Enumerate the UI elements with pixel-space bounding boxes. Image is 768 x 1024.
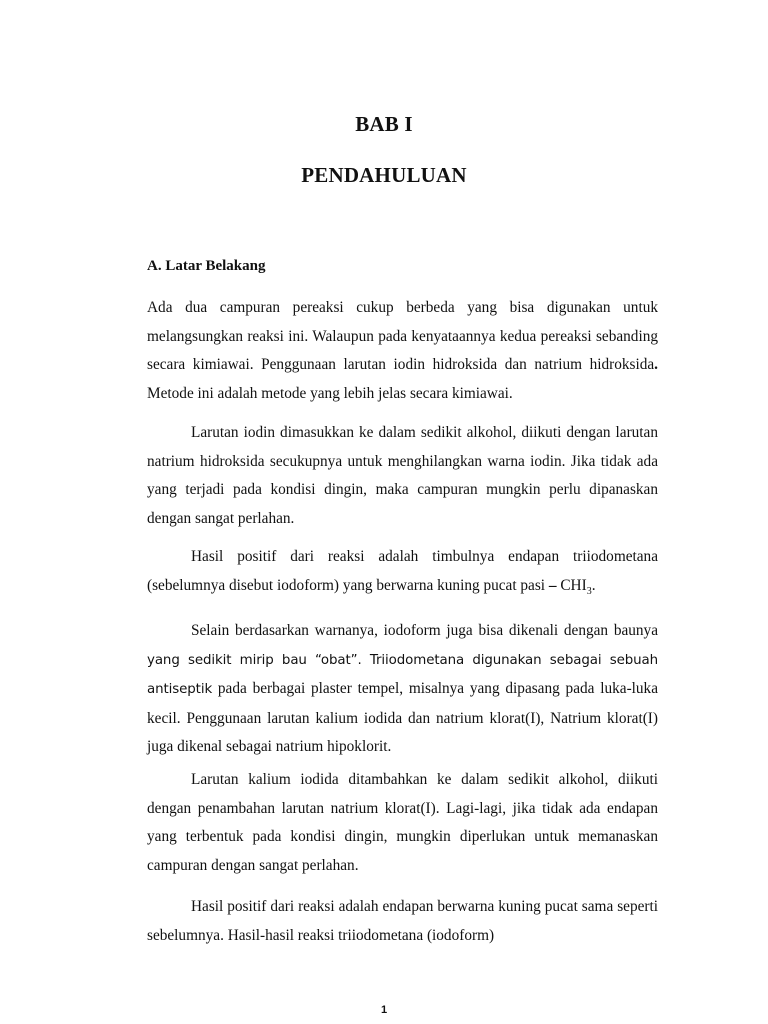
paragraph-6: Hasil positif dari reaksi adalah endapan berwarna kuning pucat sama seperti sebelumnya. Hasil-hasil reaksi triiodometana (iodoform) [147,898,658,944]
paragraph-3-period: . [591,576,596,594]
paragraph-4-text-b: pada berbagai plaster tempel, misalnya yang dipasang pada luka-luka kecil. Penggunaan larutan kalium iodida dan natrium klorat(I), Natrium klorat(I) juga dikenal sebagai natrium hipoklorit. [147,680,658,755]
paragraph-1-text-a: Ada dua campuran pereaksi cukup berbeda yang bisa digunakan untuk melangsungkan reaksi ini. Walaupun pada kenyataannya kedua pereaksi sebanding secara kimiawai. Penggunaan larutan iodin hidroksida dan natrium hidroksida [147,299,658,373]
paragraph-3-dash: – [548,576,557,594]
paragraph-1-bold-period: . [654,356,658,373]
paragraph-3-text-a: Hasil positif dari reaksi adalah timbulnya endapan triiodometana (sebelumnya disebut iodoform) yang berwarna kuning pucat pasi [147,548,658,594]
paragraph-2: Larutan iodin dimasukkan ke dalam sedikit alkohol, diikuti dengan larutan natrium hidroksida secukupnya untuk menghilangkan warna iodin. Jika tidak ada yang terjadi pada kondisi dingin, maka campuran mungkin perlu dipanaskan dengan sangat perlahan. [147,424,658,527]
chapter-number: BAB I [355,112,413,136]
paragraph-4 [147,617,658,762]
paragraph-3 [147,543,658,600]
chapter-title: PENDAHULUAN [301,163,467,187]
paragraph-4-text-a: Selain berdasarkan warnanya, iodoform juga bisa dikenali dengan baunya [191,622,658,639]
paragraph-3-subscript: 3 [586,585,592,597]
paragraph-3-formula: CHI [556,576,587,594]
paragraph-5: Larutan kalium iodida ditambahkan ke dalam sedikit alkohol, diikuti dengan penambahan larutan natrium klorat(I). Lagi-lagi, jika tidak ada endapan yang terbentuk pada kondisi dingin, mungkin diperlukan untuk memanaskan campuran dengan sangat perlahan. [147,771,658,874]
paragraph-1-text-b: Metode ini adalah metode yang lebih jelas secara kimiawai. [147,384,513,402]
paragraph-4-sans-text: yang sedikit mirip bau “obat”. Triiodometana digunakan sebagai sebuah antiseptik [147,652,658,697]
page-number: 1 [380,1004,388,1016]
paragraph-1 [147,294,658,408]
section-heading: A. Latar Belakang [147,258,266,274]
